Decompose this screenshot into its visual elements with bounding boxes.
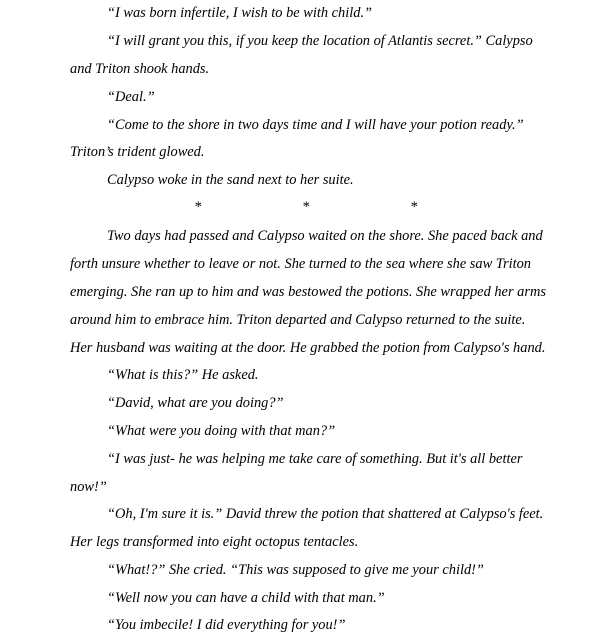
text-line: “What is this?” He asked. [107, 367, 259, 383]
text-line: Triton’s trident glowed. [70, 144, 205, 160]
scene-break-asterisk: * [410, 199, 418, 215]
text-line: “I will grant you this, if you keep the location of Atlantis secret.” Calypso [107, 33, 533, 49]
text-line: “What were you doing with that man?” [107, 423, 336, 439]
text-line: now!” [70, 479, 107, 495]
text-line: “Oh, I'm sure it is.” David threw the potion that shattered at Calypso's feet. [107, 506, 544, 522]
text-line: “What!?” She cried. “This was supposed to give me your child!” [107, 562, 484, 578]
text-line: “I was just- he was helping me take care of something. But it's all better [107, 451, 523, 467]
text-line: “David, what are you doing?” [107, 395, 284, 411]
text-line: “Come to the shore in two days time and I will have your potion ready.” [107, 117, 524, 133]
text-line: Her husband was waiting at the door. He grabbed the potion from Calypso's hand. [70, 340, 546, 356]
text-line: Two days had passed and Calypso waited on the shore. She paced back and [107, 228, 543, 244]
text-line: “I was born infertile, I wish to be with child.” [107, 5, 373, 21]
text-line: forth unsure whether to leave or not. She turned to the sea where she saw Triton [70, 256, 531, 272]
text-line: “You imbecile! I did everything for you!” [107, 617, 346, 633]
scene-break-asterisk: * [194, 199, 202, 215]
text-line: “Deal.” [107, 89, 155, 105]
text-line: and Triton shook hands. [70, 61, 210, 77]
scene-break-asterisk: * [302, 199, 310, 215]
text-line: Calypso woke in the sand next to her suite. [107, 172, 354, 188]
text-line: around him to embrace him. Triton departed and Calypso returned to the suite. [70, 312, 526, 328]
text-line: Her legs transformed into eight octopus tentacles. [70, 534, 359, 550]
text-line: “Well now you can have a child with that man.” [107, 590, 385, 606]
text-line: emerging. She ran up to him and was bestowed the potions. She wrapped her arms [70, 284, 546, 300]
